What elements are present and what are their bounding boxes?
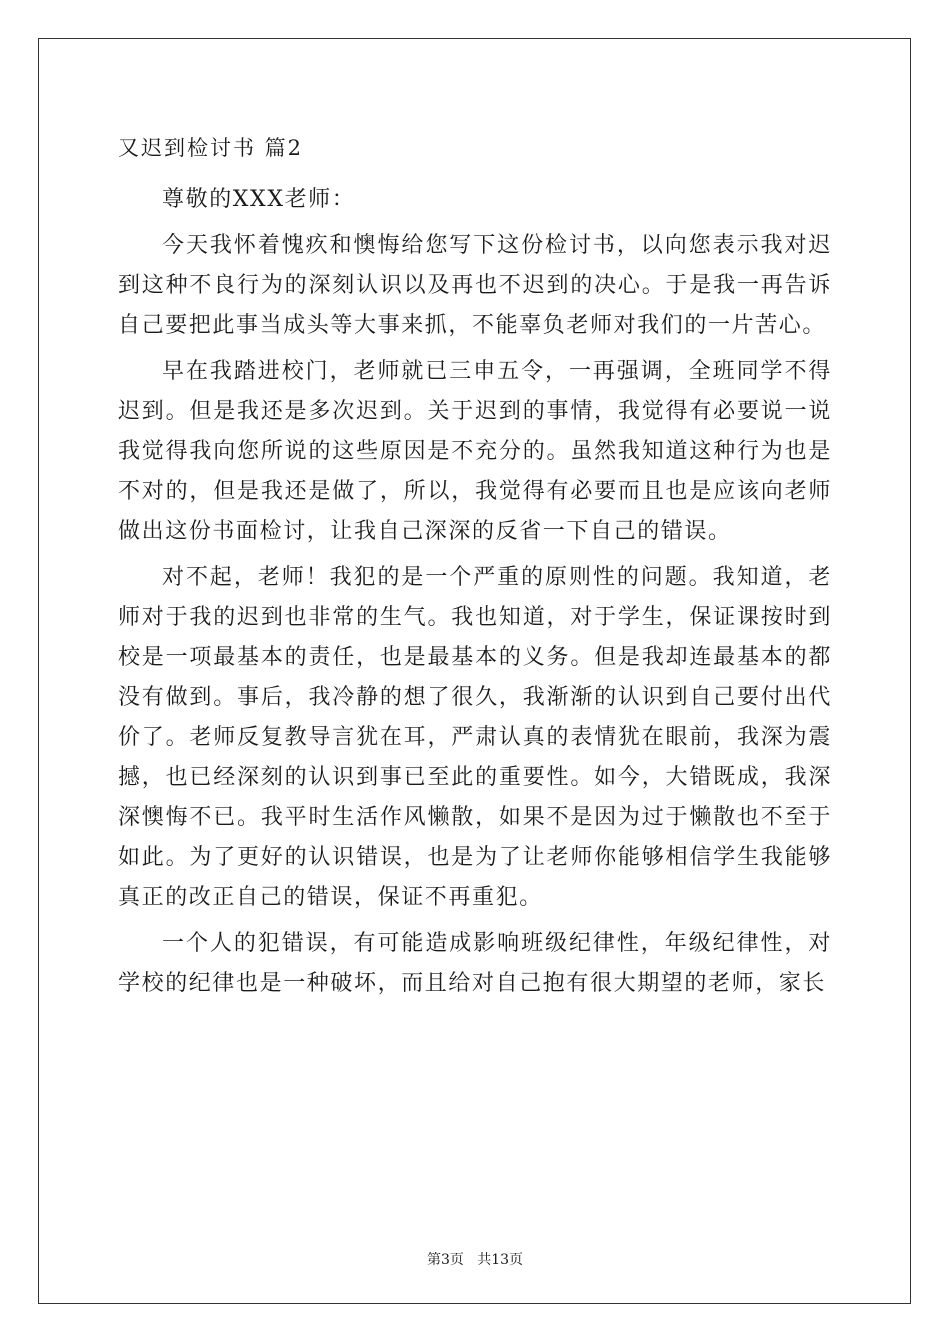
paragraph: 一个人的犯错误，有可能造成影响班级纪律性，年级纪律性，对学校的纪律也是一种破坏，而且给对自己抱有很大期望的老师，家长 bbox=[118, 931, 832, 996]
paragraph: 今天我怀着愧疚和懊悔给您写下这份检讨书，以向您表示我对迟到这种不良行为的深刻认识以及再也不迟到的决心。于是我一再告诉自己要把此事当成头等大事来抓，不能辜负老师对我们的一片苦心。 bbox=[118, 233, 832, 338]
salutation: 尊敬的XXX老师： bbox=[162, 187, 356, 212]
paragraph: 早在我踏进校门，老师就已三申五令，一再强调，全班同学不得迟到。但是我还是多次迟到。关于迟到的事情，我觉得有必要说一说我觉得我向您所说的这些原因是不充分的。虽然我知道这种行为也是不对的，但是我还是做了，所以，我觉得有必要而且也是应该向老师做出这份书面检讨，让我自己深深的反省一下自己的错误。 bbox=[118, 359, 832, 544]
page-number-footer: 第3页 共13页 bbox=[426, 1252, 524, 1268]
document-body bbox=[118, 180, 832, 1004]
document-title: 又迟到检讨书 篇2 bbox=[118, 136, 304, 160]
paragraph: 对不起，老师！我犯的是一个严重的原则性的问题。我知道，老师对于我的迟到也非常的生气。我也知道，对于学生，保证课按时到校是一项最基本的责任，也是最基本的义务。但是我却连最基本的都没有做到。事后，我冷静的想了很久，我渐渐的认识到自己要付出代价了。老师反复教导言犹在耳，严肃认真的表情犹在眼前，我深为震撼，也已经深刻的认识到事已至此的重要性。如今，大错既成，我深深懊悔不已。我平时生活作风懒散，如果不是因为过于懒散也不至于如此。为了更好的认识错误，也是为了让老师你能够相信学生我能够真正的改正自己的错误，保证不再重犯。 bbox=[118, 565, 832, 910]
